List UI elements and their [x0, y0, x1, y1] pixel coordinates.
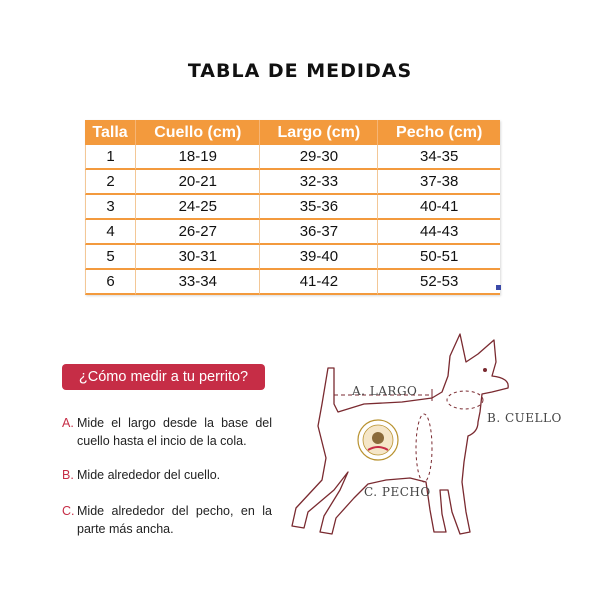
cell-cuello: 26-27 — [136, 220, 260, 245]
largo-label: A. LARGO — [352, 384, 418, 398]
cell-largo: 41-42 — [260, 270, 378, 295]
cell-talla: 2 — [85, 170, 136, 195]
dog-measurement-diagram — [282, 322, 542, 547]
table-resize-handle — [496, 285, 501, 290]
instruction-text: Mide el largo desde la base del cuello hasta el incio de la cola. — [77, 416, 272, 448]
header-cuello: Cuello (cm) — [136, 120, 260, 145]
table-row — [85, 270, 500, 295]
page-title: TABLA DE MEDIDAS — [187, 60, 413, 82]
cell-cuello: 24-25 — [136, 195, 260, 220]
cell-pecho: 44-43 — [378, 220, 500, 245]
cell-largo: 39-40 — [260, 245, 378, 270]
cell-talla: 1 — [85, 145, 136, 170]
instruction-text: Mide alrededor del pecho, en la parte más ancha. — [77, 504, 272, 536]
table-row — [85, 145, 500, 170]
table-row — [85, 245, 500, 270]
pecho-label: C. PECHO — [364, 485, 431, 499]
instruction-letter: C. — [62, 504, 75, 518]
instruction-b — [62, 466, 272, 484]
instruction-letter: B. — [62, 468, 74, 482]
dog-eye — [483, 368, 487, 372]
cell-talla: 5 — [85, 245, 136, 270]
cell-cuello: 33-34 — [136, 270, 260, 295]
cell-pecho: 40-41 — [378, 195, 500, 220]
brand-logo-badge — [358, 420, 398, 460]
cell-cuello: 30-31 — [136, 245, 260, 270]
cell-pecho: 37-38 — [378, 170, 500, 195]
header-largo: Largo (cm) — [260, 120, 378, 145]
table-row — [85, 195, 500, 220]
dog-outline — [292, 334, 508, 534]
cell-pecho: 50-51 — [378, 245, 500, 270]
cell-cuello: 20-21 — [136, 170, 260, 195]
cell-cuello: 18-19 — [136, 145, 260, 170]
cell-pecho: 52-53 — [378, 270, 500, 295]
instruction-c — [62, 502, 272, 538]
table-row — [85, 220, 500, 245]
pecho-measure-ring — [416, 414, 432, 482]
cuello-label: B. CUELLO — [487, 411, 562, 425]
cell-talla: 4 — [85, 220, 136, 245]
cuello-measure-ring — [447, 391, 483, 409]
cell-largo: 32-33 — [260, 170, 378, 195]
cell-talla: 3 — [85, 195, 136, 220]
instruction-letter: A. — [62, 416, 74, 430]
header-talla: Talla — [85, 120, 136, 145]
header-pecho: Pecho (cm) — [378, 120, 500, 145]
table-row — [85, 170, 500, 195]
howto-heading-pill: ¿Cómo medir a tu perrito? — [62, 364, 265, 390]
cell-largo: 36-37 — [260, 220, 378, 245]
instruction-a — [62, 414, 272, 450]
cell-pecho: 34-35 — [378, 145, 500, 170]
instruction-text: Mide alrededor del cuello. — [77, 468, 221, 482]
cell-talla: 6 — [85, 270, 136, 295]
table-header-row — [85, 120, 500, 145]
cell-largo: 29-30 — [260, 145, 378, 170]
cell-largo: 35-36 — [260, 195, 378, 220]
size-table — [85, 120, 500, 295]
